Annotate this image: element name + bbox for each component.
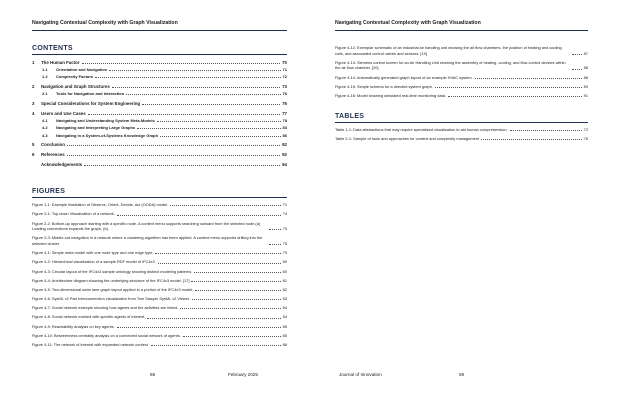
toc-entry[interactable]: [32, 59, 287, 66]
dot-leader: [158, 263, 281, 264]
dot-leader: [481, 139, 582, 140]
figure-entry-page: 79: [282, 250, 287, 256]
figure-entry-page: 74: [282, 211, 287, 217]
toc-entry-page: 77: [282, 111, 287, 116]
toc-entry-page: 73: [282, 84, 287, 90]
table-entry[interactable]: [335, 136, 588, 142]
toc-entry-title: Navigation and Graph Structures: [41, 84, 110, 90]
dot-leader: [88, 114, 280, 115]
dot-leader: [112, 87, 280, 88]
toc-entry[interactable]: [32, 117, 287, 124]
contents-heading: CONTENTS: [32, 45, 73, 52]
toc-entry-title: Complexity Factors: [56, 74, 94, 80]
dot-leader: [572, 54, 582, 55]
figure-entry-page: 85: [282, 323, 287, 329]
toc-entry-title: Orientation and Navigation: [56, 67, 108, 73]
footer-journal: Journal of Innovation: [339, 372, 382, 377]
dot-leader: [67, 155, 280, 156]
dot-leader: [510, 130, 582, 131]
tables-list: [335, 127, 588, 142]
figure-entry[interactable]: [335, 75, 588, 81]
figure-entry-text: Figure 4-11: The network of interest with expanded network context.: [32, 342, 149, 348]
toc-entry-page: 76: [282, 101, 287, 107]
toc-entry[interactable]: [32, 83, 287, 90]
figure-entry-text: Figure 4-15: Simple schema for a directed system graph.: [335, 83, 433, 89]
contents-rule: [32, 54, 287, 55]
figure-entry-page: 80: [282, 259, 287, 265]
toc-entry-page: 78: [282, 118, 287, 124]
dot-leader: [147, 318, 280, 319]
dot-leader: [183, 336, 281, 337]
figure-entry-page: 75: [282, 226, 287, 232]
figure-entry-page: 71: [282, 202, 287, 208]
header-rule: [32, 30, 287, 31]
table-entry[interactable]: [335, 127, 588, 133]
figure-entry-text: Figure 4-2: Hierarchical visualization of a sample RDF model of IFC4x3.: [32, 259, 156, 265]
figure-entry[interactable]: [32, 269, 287, 275]
figure-entry-text: Figure 4-3: Circular layout of the IFC4x3 sample ontology showing distinct modeling patterns.: [32, 268, 193, 274]
dot-leader: [269, 229, 281, 230]
figure-entry-page: 84: [282, 305, 287, 311]
dot-leader: [95, 77, 280, 78]
toc-entry-number: 4.3: [42, 132, 48, 138]
toc-entry-number: 3: [32, 101, 35, 107]
running-title: Navigating Contextual Complexity with Graph Visualization: [32, 20, 178, 26]
figure-entry[interactable]: [32, 221, 287, 232]
toc-entry-title: Navigating and Interpreting Large Graphs: [56, 125, 136, 131]
toc-entry-page: 92: [282, 152, 287, 158]
dot-leader: [435, 87, 582, 88]
figure-entry-text: Figure 2-1: Top-down Visualization of a network.: [32, 211, 115, 217]
dot-leader: [572, 69, 582, 70]
figure-entry[interactable]: [32, 211, 287, 217]
table-entry-page: 76: [583, 135, 588, 141]
dot-leader: [117, 215, 281, 216]
figure-entry-text: Figure 4-13: Siemens control screen for an Air Handling Unit showing the assembly of heating, cooling, and flow control devices within the air flow chamber. [20]: [335, 59, 566, 71]
toc-entry-number: 1.2: [42, 74, 48, 80]
dot-leader: [117, 327, 281, 328]
dot-leader: [109, 70, 280, 71]
toc-entry-page: 71: [282, 67, 287, 73]
toc-entry[interactable]: [32, 66, 287, 73]
figure-entry-page: 75: [282, 240, 287, 246]
figure-entry-page: 82: [282, 286, 287, 292]
tables-heading: TABLES: [335, 112, 365, 120]
figure-entry[interactable]: [32, 314, 287, 320]
toc-entry-page: 76: [282, 91, 287, 97]
dot-leader: [180, 308, 280, 309]
figure-entry-page: 83: [282, 296, 287, 302]
figure-entry[interactable]: [32, 259, 287, 265]
toc-entry[interactable]: [32, 132, 287, 139]
figure-entry-text: Figure 4-5: Two-dimensional swim lane graph layout applied to a portion of the IFC4x3 model.: [32, 286, 194, 292]
toc-entry-page: 92: [282, 142, 287, 148]
toc-entry-title: Users and Use Cases: [41, 111, 86, 116]
dot-leader: [194, 272, 280, 273]
toc-entry-number: 1: [32, 60, 35, 65]
figure-entry-page: 87: [583, 50, 588, 56]
figure-entry-text: Figure 4-7: Social network example showing how agents and the activities are linked.: [32, 305, 179, 311]
toc-entry-number: 2.1: [42, 91, 48, 97]
dot-leader: [137, 128, 280, 129]
figure-entry-text: Figure 2-2: Bottom-up approach starting with a specific node. A context menu supports searching outward from the selected node.(a) Loading connections expands the graph, (b).: [32, 220, 261, 232]
figure-entry-text: Figure 4-16: Model showing simulated real-time monitoring data.: [335, 92, 446, 98]
dot-leader: [269, 244, 281, 245]
table-entry-page: 72: [583, 126, 588, 132]
figure-entry[interactable]: [32, 305, 287, 311]
dot-leader: [475, 78, 582, 79]
figure-entry-text: Figure 4-14: Automatically generated graph layout of an example HVAC system.: [335, 74, 473, 80]
figure-entry-text: Figure 4-8: Social network marked with specific agents of interest.: [32, 314, 146, 320]
footer-date: February 2025: [228, 372, 258, 377]
toc-entry-title: Conclusion: [41, 142, 65, 148]
toc-entry-page: 70: [282, 60, 287, 65]
figure-entry-page: 88: [583, 74, 588, 80]
dot-leader: [191, 281, 280, 282]
figure-entry[interactable]: [32, 287, 287, 293]
figure-entry[interactable]: [32, 296, 287, 302]
toc-entry-title: Navigating in a System-of-Systems Knowledge Graph: [56, 132, 159, 138]
figures-list-right: [335, 45, 588, 99]
dot-leader: [84, 165, 280, 166]
running-title-right: Navigating Contextual Complexity with Graph Visualization: [335, 20, 481, 26]
figure-entry-page: 91: [583, 92, 588, 98]
figure-entry-page: 85: [282, 332, 287, 338]
figure-entry[interactable]: [335, 84, 588, 90]
figure-entry-text: Figure 4-10: Betweenness centrality analysis on a connected social network of agents.: [32, 332, 181, 338]
footer-page-number-right: 69: [459, 372, 465, 377]
toc-entry-title: Navigating and Understanding System Meta-Models: [56, 118, 155, 124]
figure-entry[interactable]: [32, 324, 287, 330]
figure-entry[interactable]: [32, 278, 287, 284]
table-entry-text: Table 1-1: Data abstractions that may require specialized visualization to aid human comprehension.: [335, 126, 508, 132]
toc-entry[interactable]: [32, 161, 287, 168]
figure-entry[interactable]: [32, 342, 287, 348]
toc-entry[interactable]: [32, 110, 287, 117]
dot-leader: [157, 121, 281, 122]
dot-leader: [192, 299, 281, 300]
toc-entry-title: Tools for Navigation and Interaction: [56, 91, 125, 97]
figure-entry-text: Figure 1-1: Example illustration of Observe, Orient, Decide, Act (OODA) model.: [32, 202, 169, 208]
table-of-contents: [32, 59, 287, 168]
figure-entry[interactable]: [335, 45, 588, 56]
header-rule-right: [335, 30, 588, 31]
toc-entry[interactable]: [32, 141, 287, 148]
figure-entry-page: 81: [282, 277, 287, 283]
figure-entry-page: 84: [282, 314, 287, 320]
figure-entry-page: 89: [583, 83, 588, 89]
dot-leader: [151, 345, 281, 346]
footer-page-number: 68: [150, 372, 156, 377]
toc-entry-title: References: [41, 152, 65, 158]
dot-leader: [67, 145, 280, 146]
toc-entry-number: 1.1: [42, 67, 48, 73]
figures-rule: [32, 197, 287, 198]
figure-entry[interactable]: [32, 250, 287, 256]
table-entry-text: Table 2-1: Sample of tools and approaches for context and complexity management: [335, 135, 480, 141]
dot-leader: [448, 96, 582, 97]
figure-entry[interactable]: [335, 60, 588, 71]
figure-entry-text: Figure 4-9: Reachability analysis on key agents.: [32, 323, 115, 329]
figure-entry[interactable]: [335, 93, 588, 99]
toc-entry-number: 4.2: [42, 125, 48, 131]
figure-entry-page: 88: [583, 65, 588, 71]
figure-entry-text: Figure 4-12: Exemplar schematic of an industrial air handling unit showing the air flow chambers, the position of heating and cooling coils, and associated control valves and sensors. [19]: [335, 45, 562, 56]
dot-leader: [82, 63, 281, 64]
figure-entry-text: Figure 2-3: Middle-out navigation in a network where a clustering algorithm has been applied. A context menu supports drilling into the selected cluster.: [32, 235, 263, 246]
toc-entry[interactable]: [32, 73, 287, 80]
toc-entry-number: 4.1: [42, 118, 48, 124]
figures-list-left: [32, 202, 287, 347]
toc-entry[interactable]: [32, 90, 287, 97]
figure-entry-page: 80: [282, 268, 287, 274]
tables-rule: [335, 122, 588, 123]
toc-entry-page: 72: [282, 74, 287, 80]
toc-entry-number: 6: [32, 152, 35, 158]
figure-entry[interactable]: [32, 235, 287, 246]
figure-entry-text: Figure 4-6: SysML v2 Part Interconnection visualization from Tom Sawyer SysML v2 Viewer.: [32, 296, 191, 302]
dot-leader: [155, 253, 280, 254]
dot-leader: [195, 290, 280, 291]
right-page: [309, 0, 618, 400]
toc-entry[interactable]: [32, 100, 287, 107]
toc-entry-title: Acknowledgements: [41, 162, 83, 167]
toc-entry-number: 2: [32, 84, 35, 90]
toc-entry-number: 5: [32, 142, 35, 148]
dot-leader: [170, 205, 280, 206]
toc-entry-title: The Human Factor: [41, 60, 80, 65]
dot-leader: [142, 104, 280, 105]
figure-entry-page: 86: [282, 342, 287, 348]
toc-entry-number: 4: [32, 111, 35, 116]
figure-entry-text: Figure 4-4: Architecture diagram showing the underlying structure of the IFC4x3 model. [17]: [32, 277, 190, 283]
toc-entry-title: Special Considerations for System Engineering: [41, 101, 141, 107]
dot-leader: [160, 136, 281, 137]
figure-entry[interactable]: [32, 333, 287, 339]
figure-entry[interactable]: [32, 202, 287, 208]
toc-entry-page: 83: [282, 125, 287, 131]
toc-entry[interactable]: [32, 124, 287, 131]
toc-entry-page: 94: [282, 162, 287, 167]
toc-entry[interactable]: [32, 151, 287, 158]
dot-leader: [126, 94, 280, 95]
figures-heading: FIGURES: [32, 188, 66, 196]
figure-entry-text: Figure 4-1: Simple meta model with one node type and one edge type.: [32, 250, 154, 256]
toc-entry-page: 86: [282, 132, 287, 138]
